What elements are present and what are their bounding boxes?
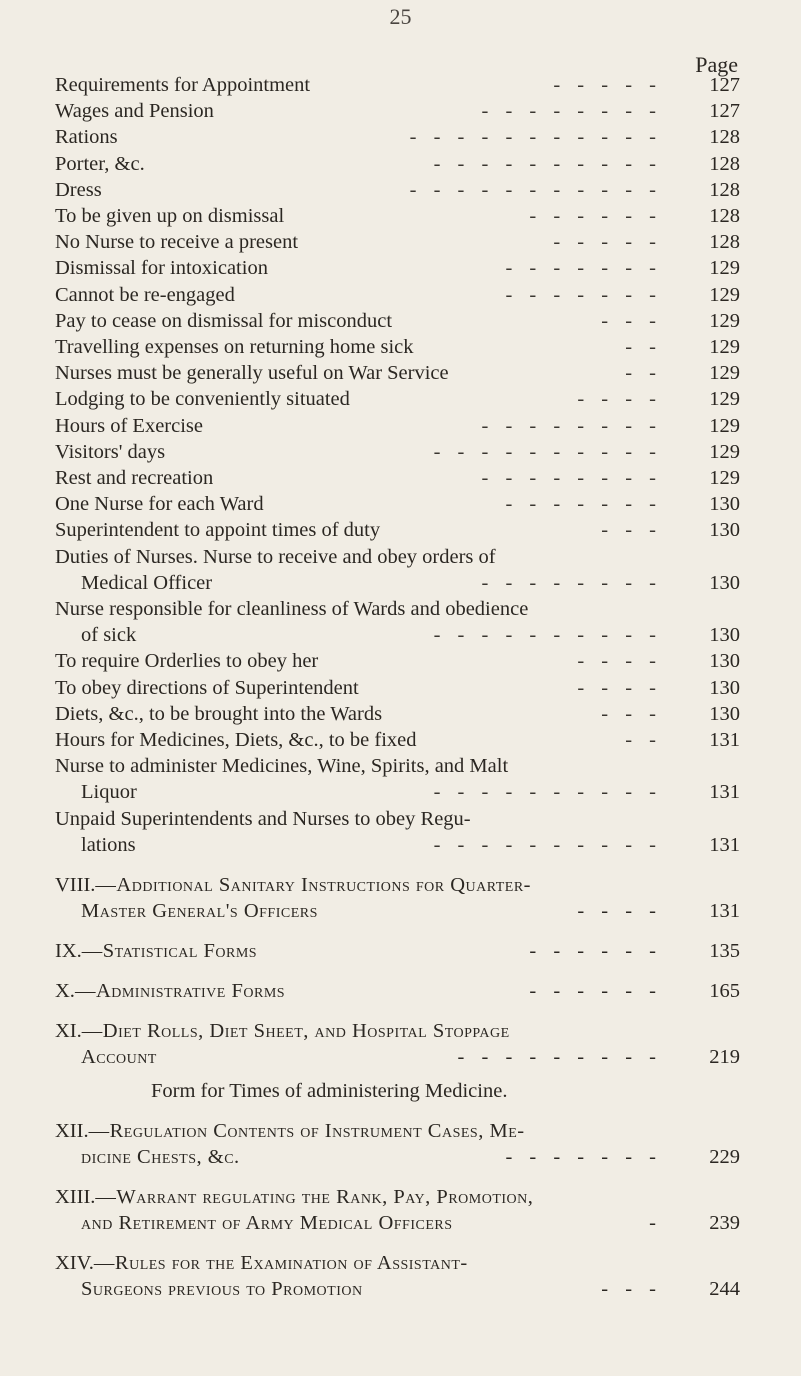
section-entry xyxy=(55,1250,740,1302)
entry-page-number: 131 xyxy=(709,781,740,804)
section-entry xyxy=(55,1018,740,1070)
dot-leader: - xyxy=(649,1212,662,1235)
contents-entry xyxy=(55,465,740,491)
contents-entry xyxy=(55,203,740,229)
dot-leader: - - - - - - xyxy=(529,205,662,228)
entry-title: Diets, &c., to be brought into the Wards xyxy=(55,702,383,725)
contents-entry xyxy=(55,151,740,177)
entry-title: Rations xyxy=(55,126,118,149)
section-page-number: 131 xyxy=(709,900,740,923)
contents-list xyxy=(55,72,740,1302)
contents-entry xyxy=(55,596,740,648)
dot-leader: - - - - - - xyxy=(529,940,662,963)
entry-title: Nurses must be generally useful on War Service xyxy=(55,362,449,385)
section-number: XI. xyxy=(55,1020,82,1043)
entry-title: Nurse to administer Medicines, Wine, Spirits, and Malt xyxy=(55,755,509,778)
dot-leader: - - - - - - - xyxy=(505,257,662,280)
section-entry xyxy=(55,1118,740,1170)
contents-entry xyxy=(55,806,740,858)
contents-entry xyxy=(55,648,740,674)
section-title: —Regulation Contents of Instrument Cases, Me- xyxy=(88,1120,525,1143)
section-entry xyxy=(55,938,740,964)
section-title-continued: Account xyxy=(81,1046,157,1069)
entry-title: Porter, &c. xyxy=(55,152,145,175)
dot-leader: - - - - - - - - - - - xyxy=(409,126,662,149)
entry-title: To require Orderlies to obey her xyxy=(55,650,319,673)
entry-page-number: 129 xyxy=(709,309,740,332)
contents-entry xyxy=(55,727,740,753)
entry-page-number: 129 xyxy=(709,336,740,359)
entry-page-number: 129 xyxy=(709,440,740,463)
entry-page-number: 128 xyxy=(709,126,740,149)
contents-entry xyxy=(55,177,740,203)
page-column-header: Page xyxy=(695,52,738,77)
entry-page-number: 129 xyxy=(709,414,740,437)
entry-title: Hours of Exercise xyxy=(55,414,204,437)
section-title-continued: Master General's Officers xyxy=(81,900,318,923)
entry-page-number: 131 xyxy=(709,729,740,752)
entry-title: Visitors' days xyxy=(55,440,166,463)
section-entry xyxy=(55,978,740,1004)
section-title-continued: Surgeons previous to Promotion xyxy=(81,1278,363,1301)
entry-title-continued: Medical Officer xyxy=(81,571,213,594)
contents-entry xyxy=(55,308,740,334)
dot-leader: - - - - - - - xyxy=(505,493,662,516)
section-heading xyxy=(55,1018,740,1044)
dot-leader: - - - - - - - - - - - xyxy=(409,178,662,201)
dot-leader: - - - - - - - - xyxy=(481,467,662,490)
dot-leader: - - - - - - - - xyxy=(481,100,662,123)
dot-leader: - - - - - - - - - - xyxy=(433,781,662,804)
section-title: —Rules for the Examination of Assistant- xyxy=(93,1252,468,1275)
entry-title-continued: of sick xyxy=(81,624,137,647)
contents-entry xyxy=(55,72,740,98)
entry-title: Rest and recreation xyxy=(55,467,214,490)
entry-title: Requirements for Appointment xyxy=(55,74,311,96)
dot-leader: - - - xyxy=(601,1278,662,1301)
contents-entry xyxy=(55,229,740,255)
contents-entry xyxy=(55,544,740,596)
contents-entry xyxy=(55,701,740,727)
entry-title: To obey directions of Superintendent xyxy=(55,676,359,699)
entry-title: To be given up on dismissal xyxy=(55,205,285,228)
dot-leader: - - - - xyxy=(577,900,662,923)
entry-page-number: 129 xyxy=(709,467,740,490)
section-title: —Diet Rolls, Diet Sheet, and Hospital Stoppage xyxy=(81,1020,510,1043)
entry-title-continued: Liquor xyxy=(81,781,137,804)
section-sub-note: Form for Times of administering Medicine. xyxy=(151,1080,508,1103)
section-number: XIV. xyxy=(55,1252,94,1275)
entry-page-number: 129 xyxy=(709,362,740,385)
section-title-continued: dicine Chests, &c. xyxy=(81,1146,240,1169)
section-number: X. xyxy=(55,980,75,1003)
section-title: —Warrant regulating the Rank, Pay, Promotion, xyxy=(95,1186,534,1209)
entry-title: Duties of Nurses. Nurse to receive and obey orders of xyxy=(55,545,496,568)
section-heading xyxy=(55,872,740,898)
dot-leader: - - - - - xyxy=(553,74,662,96)
dot-leader: - - - - - - xyxy=(529,980,662,1003)
contents-entry xyxy=(55,413,740,439)
entry-page-number: 127 xyxy=(709,100,740,123)
entry-title: Cannot be re-engaged xyxy=(55,283,235,306)
dot-leader: - - xyxy=(625,362,662,385)
entry-title: Wages and Pension xyxy=(55,100,214,123)
section-entry xyxy=(55,1184,740,1236)
contents-entry xyxy=(55,675,740,701)
page-number: 25 xyxy=(389,4,412,29)
entry-page-number: 130 xyxy=(709,493,740,516)
section-heading xyxy=(55,1250,740,1276)
entry-title: Nurse responsible for cleanliness of Wards and obedience xyxy=(55,598,529,621)
entry-title-continued: lations xyxy=(81,833,136,856)
contents-entry xyxy=(55,255,740,281)
entry-title: Dress xyxy=(55,178,102,201)
section-page-number: 244 xyxy=(709,1278,740,1301)
entry-title: Lodging to be conveniently situated xyxy=(55,388,350,411)
dot-leader: - - - - xyxy=(577,650,662,673)
entry-title: One Nurse for each Ward xyxy=(55,493,264,516)
entry-title: Pay to cease on dismissal for misconduct xyxy=(55,309,393,332)
section-heading xyxy=(55,1118,740,1144)
contents-entry xyxy=(55,98,740,124)
dot-leader: - - - - - - - - - xyxy=(457,1046,662,1069)
contents-entry xyxy=(55,334,740,360)
dot-leader: - - - - - - - - - - xyxy=(433,152,662,175)
section-heading xyxy=(55,1184,740,1210)
section-title: —Administrative Forms xyxy=(74,980,286,1003)
dot-leader: - - - - - - - xyxy=(505,1146,662,1169)
entry-page-number: 128 xyxy=(709,205,740,228)
contents-entry xyxy=(55,360,740,386)
section-page-number: 229 xyxy=(709,1146,740,1169)
entry-page-number: 129 xyxy=(709,388,740,411)
dot-leader: - - - - - - - xyxy=(505,283,662,306)
entry-page-number: 128 xyxy=(709,152,740,175)
dot-leader: - - - xyxy=(601,702,662,725)
section-number: VIII. xyxy=(55,874,96,897)
contents-entry xyxy=(55,124,740,150)
dot-leader: - - - - xyxy=(577,388,662,411)
contents-entry xyxy=(55,491,740,517)
entry-title: Dismissal for intoxication xyxy=(55,257,268,280)
section-title: —Additional Sanitary Instructions for Quarter- xyxy=(95,874,532,897)
entry-title: Travelling expenses on returning home sick xyxy=(55,336,414,359)
section-page-number: 135 xyxy=(709,940,740,963)
dot-leader: - - - - - - - - - - xyxy=(433,833,662,856)
section-entry xyxy=(55,872,740,924)
entry-page-number: 130 xyxy=(709,676,740,699)
dot-leader: - - - - - - - - xyxy=(481,414,662,437)
entry-page-number: 129 xyxy=(709,257,740,280)
dot-leader: - - - - xyxy=(577,676,662,699)
dot-leader: - - - - - xyxy=(553,231,662,254)
entry-title: No Nurse to receive a present xyxy=(55,231,299,254)
section-number: XII. xyxy=(55,1120,89,1143)
dot-leader: - - - - - - - - - - xyxy=(433,440,662,463)
entry-page-number: 128 xyxy=(709,178,740,201)
entry-page-number: 130 xyxy=(709,519,740,542)
dot-leader: - - - - - - - - - - xyxy=(433,624,662,647)
section-number: IX. xyxy=(55,940,82,963)
section-page-number: 219 xyxy=(709,1046,740,1069)
entry-title: Superintendent to appoint times of duty xyxy=(55,519,381,542)
contents-entry xyxy=(55,439,740,465)
entry-page-number: 130 xyxy=(709,650,740,673)
contents-entry xyxy=(55,386,740,412)
entry-page-number: 131 xyxy=(709,833,740,856)
contents-entry xyxy=(55,517,740,543)
entry-page-number: 129 xyxy=(709,283,740,306)
section-title: —Statistical Forms xyxy=(81,940,258,963)
dot-leader: - - xyxy=(625,336,662,359)
entry-page-number: 127 xyxy=(709,74,740,96)
entry-page-number: 128 xyxy=(709,231,740,254)
entry-title: Hours for Medicines, Diets, &c., to be fixed xyxy=(55,729,417,752)
section-number: XIII. xyxy=(55,1186,96,1209)
dot-leader: - - xyxy=(625,729,662,752)
contents-entry xyxy=(55,753,740,805)
entry-page-number: 130 xyxy=(709,702,740,725)
section-title-continued: and Retirement of Army Medical Officers xyxy=(81,1212,453,1235)
section-page-number: 165 xyxy=(709,980,740,1003)
dot-leader: - - - xyxy=(601,309,662,332)
dot-leader: - - - xyxy=(601,519,662,542)
entry-page-number: 130 xyxy=(709,624,740,647)
entry-page-number: 130 xyxy=(709,571,740,594)
entry-title: Unpaid Superintendents and Nurses to obey Regu- xyxy=(55,807,471,830)
section-page-number: 239 xyxy=(709,1212,740,1235)
dot-leader: - - - - - - - - xyxy=(481,571,662,594)
contents-entry xyxy=(55,282,740,308)
